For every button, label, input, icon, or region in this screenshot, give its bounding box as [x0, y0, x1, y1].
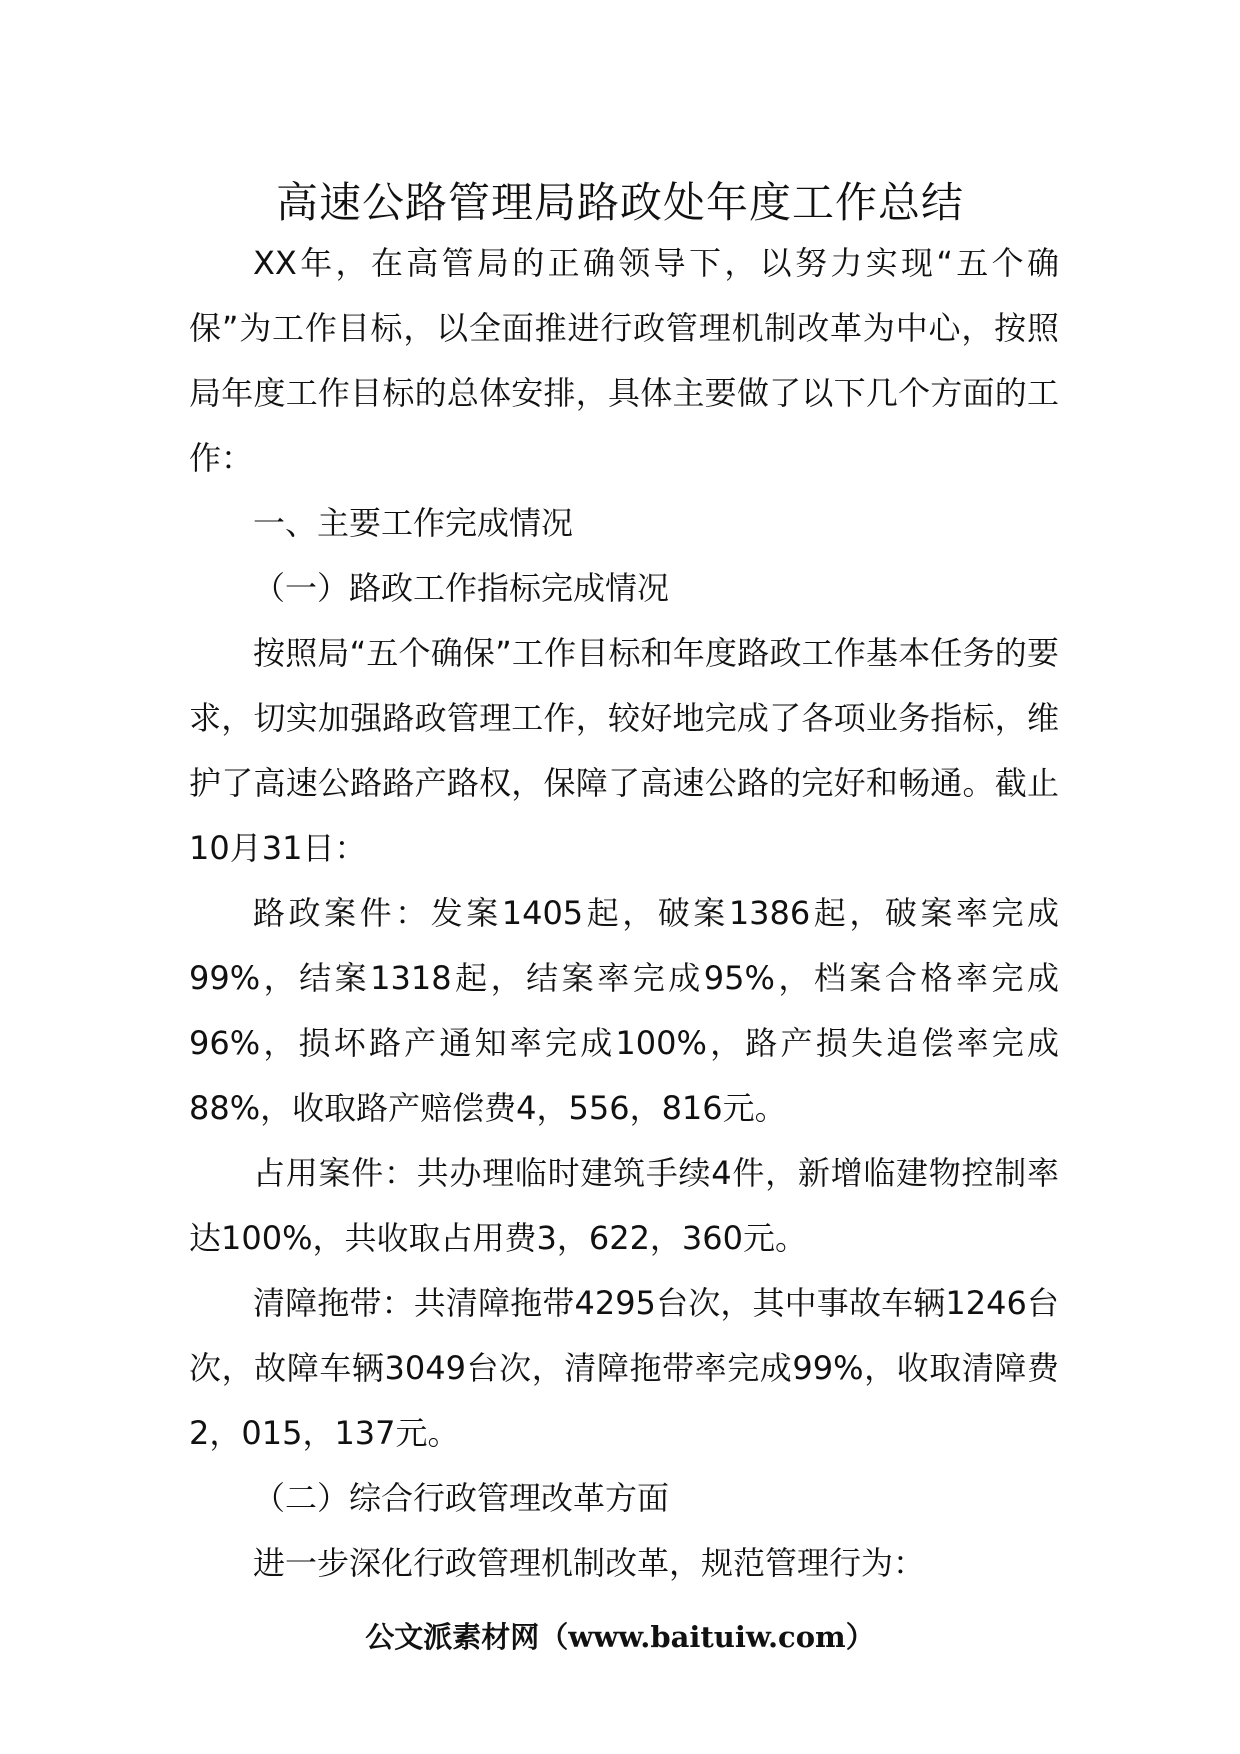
paragraph-occupation-cases: 占用案件：共办理临时建筑手续4件，新增临建物控制率达100%，共收取占用费3，622，360元。: [189, 1154, 1059, 1257]
paragraph-targets: 按照局“五个确保”工作目标和年度路政工作基本任务的要求，切实加强路政管理工作，较好地完成了各项业务指标，维护了高速公路路产路权，保障了高速公路的完好和畅通。截止10月31日：: [189, 634, 1059, 867]
heading-subsection-1: （一）路政工作指标完成情况: [253, 569, 670, 607]
paragraph-reform: 进一步深化行政管理机制改革，规范管理行为：: [253, 1544, 926, 1582]
paragraph-intro: XX年，在高管局的正确领导下，以努力实现“五个确保”为工作目标，以全面推进行政管理机制改革为中心，按照局年度工作目标的总体安排，具体主要做了以下几个方面的工作：: [189, 244, 1059, 477]
paragraph-towing: 清障拖带：共清障拖带4295台次，其中事故车辆1246台次，故障车辆3049台次，清障拖带率完成99%，收取清障费2，015，137元。: [189, 1284, 1059, 1452]
heading-section-1: 一、主要工作完成情况: [253, 504, 574, 542]
document-title: 高速公路管理局路政处年度工作总结: [275, 178, 964, 227]
heading-subsection-2: （二）综合行政管理改革方面: [253, 1479, 670, 1517]
paragraph-road-cases: 路政案件：发案1405起，破案1386起，破案率完成99%，结案1318起，结案率完成95%，档案合格率完成96%，损坏路产通知率完成100%，路产损失追偿率完成88%，收取路产赔偿费4，556，816元。: [189, 894, 1059, 1127]
footer-source: 公文派素材网（www.baituiw.com）: [365, 1620, 875, 1654]
document-body: [189, 231, 1059, 1596]
